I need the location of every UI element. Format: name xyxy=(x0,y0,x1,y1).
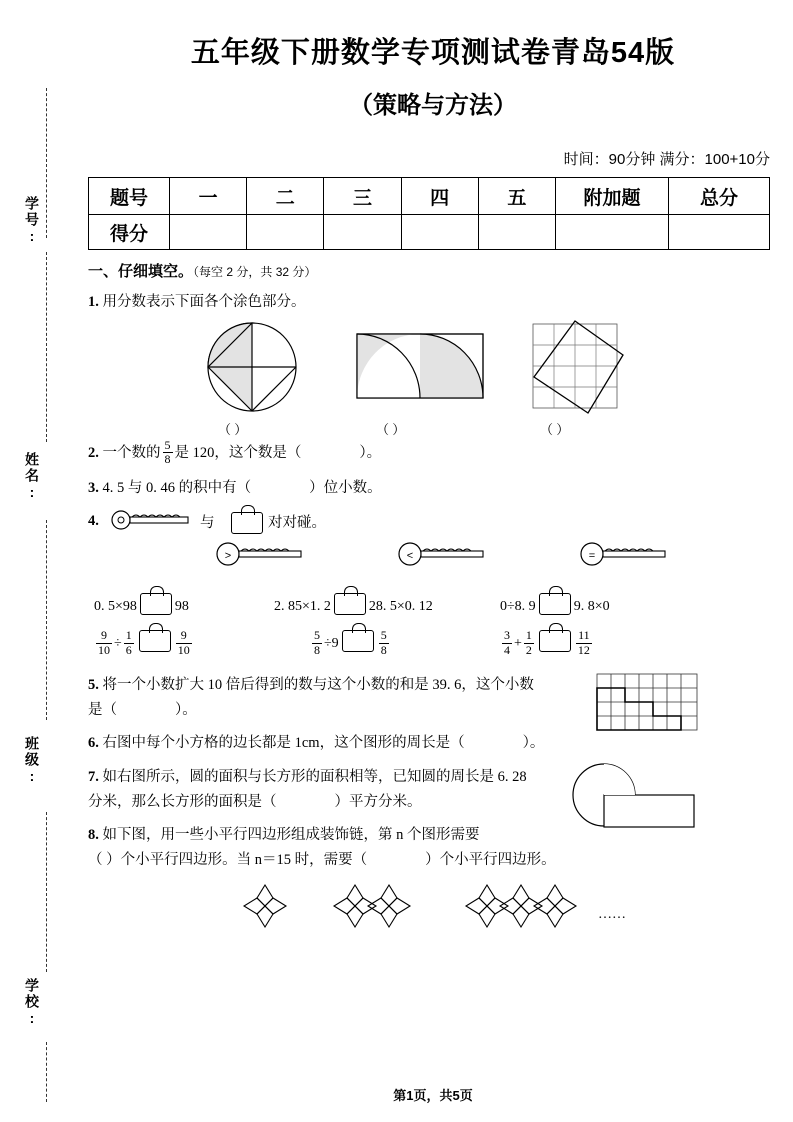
question-1-label-1: （ ） xyxy=(218,421,248,437)
fraction-denominator: 10 xyxy=(98,642,110,657)
fraction-denominator: 8 xyxy=(314,642,320,657)
question-7-line-2-pre: 分米，那么长方形的面积是（ xyxy=(88,793,277,810)
page-footer: 第1页，共5页 xyxy=(393,1088,473,1103)
fraction xyxy=(124,629,134,657)
grid-tilted-square-figure xyxy=(528,319,626,417)
circle-fraction-figure xyxy=(206,321,298,413)
question-5-block xyxy=(88,673,778,722)
lock-icon[interactable] xyxy=(140,593,172,615)
score-table-cell: 二 xyxy=(247,178,324,215)
question-2-number: 2. xyxy=(88,444,99,461)
fraction xyxy=(576,629,592,657)
margin-label-student-id: 学号: xyxy=(24,196,40,246)
question-4-number: 4. xyxy=(88,513,99,530)
operator: ÷ xyxy=(114,636,122,651)
dash-divider-1 xyxy=(46,88,47,238)
compare-right: 9. 8×0 xyxy=(573,599,610,615)
question-4-text-post: 对对碰。 xyxy=(268,515,326,532)
question-5-line-2-pre: 是（ xyxy=(88,701,117,718)
question-2 xyxy=(88,439,778,467)
margin-label-school: 学校: xyxy=(24,978,40,1028)
score-table-cell: 总分 xyxy=(669,178,770,215)
question-5-line-2-post: ）。 xyxy=(175,701,197,718)
score-table-header-row xyxy=(89,178,770,215)
lock-icon[interactable] xyxy=(342,630,374,652)
fraction xyxy=(502,629,512,657)
question-1-label-2: （ ） xyxy=(376,421,406,437)
question-2-text-post: ）。 xyxy=(359,444,382,461)
fraction-numerator: 11 xyxy=(576,629,592,643)
lock-icon[interactable] xyxy=(539,630,571,652)
fraction-numerator: 5 xyxy=(380,628,387,643)
fraction-denominator: 8 xyxy=(164,452,171,467)
fraction xyxy=(379,629,389,657)
question-1-text: 用分数表示下面各个涂色部分。 xyxy=(102,294,306,310)
question-1-label-3: （ ） xyxy=(540,421,570,437)
fraction-numerator: 1 xyxy=(525,628,532,643)
key-icon-eq xyxy=(580,541,670,567)
dash-divider-2 xyxy=(46,252,47,442)
fraction-denominator: 4 xyxy=(504,642,510,657)
score-table-cell: 一 xyxy=(170,178,247,215)
question-2-text-mid: 是 120，这个数是（ xyxy=(174,444,302,461)
score-table-cell: 四 xyxy=(401,178,478,215)
pattern-figure-1 xyxy=(236,881,294,931)
question-5 xyxy=(88,673,588,722)
operator: + xyxy=(514,636,522,651)
svg-text:>: > xyxy=(224,550,232,563)
left-margin xyxy=(0,0,62,1122)
lock-icon[interactable] xyxy=(334,593,366,615)
question-3-text-pre: 4. 5 与 0. 46 的积中有（ xyxy=(102,479,252,496)
score-table-cell-blank[interactable] xyxy=(401,215,478,250)
compare-right: 28. 5×0. 12 xyxy=(368,599,433,615)
score-table-cell-blank[interactable] xyxy=(669,215,770,250)
question-8-line-2-a: （ ）个小平行四边形。当 n＝15 时，需要（ xyxy=(88,852,368,868)
compare-frac-item-2 xyxy=(310,629,391,657)
question-3-number: 3. xyxy=(88,479,99,496)
fraction-denominator: 8 xyxy=(380,642,387,657)
key-icon-gt xyxy=(216,541,306,567)
question-7-line-1: 如右图所示，圆的面积与长方形的面积相等，已知圆的周长是 6. 28 xyxy=(102,769,527,786)
section-1-title: 一、仔细填空。 xyxy=(88,263,194,280)
score-table-score-row xyxy=(89,215,770,250)
question-4-fraction-row xyxy=(88,627,778,669)
fraction-numerator: 9 xyxy=(176,629,192,643)
lock-icon[interactable] xyxy=(539,593,571,615)
circle-rectangle-figure xyxy=(566,763,700,831)
question-6 xyxy=(88,731,608,756)
fraction-numerator: 9 xyxy=(96,629,112,643)
question-5-line-1: 将一个小数扩大 10 倍后得到的数与这个小数的和是 39. 6，这个小数 xyxy=(102,677,534,694)
fraction-denominator: 6 xyxy=(125,642,132,657)
step-shape-figure xyxy=(596,673,700,733)
question-8-line-1: 如下图，用一些小平行四边形组成装饰链，第 n 个图形需要 xyxy=(102,827,480,844)
fraction-denominator: 10 xyxy=(177,642,190,657)
lock-icon xyxy=(231,512,263,534)
question-1-figures xyxy=(88,319,778,437)
question-1-number: 1. xyxy=(88,294,99,310)
pattern-figure-2 xyxy=(326,881,438,931)
score-table-cell-blank[interactable] xyxy=(478,215,555,250)
score-table-cell: 得分 xyxy=(89,215,170,250)
pattern-figure-3 xyxy=(458,881,608,931)
question-4-decimal-row xyxy=(88,589,778,627)
score-table-cell: 附加题 xyxy=(556,178,669,215)
svg-text:=: = xyxy=(588,550,596,563)
question-7-number: 7. xyxy=(88,769,99,786)
question-4 xyxy=(88,509,778,535)
question-3 xyxy=(88,476,778,501)
compare-frac-item-1 xyxy=(94,629,194,657)
question-6-number: 6. xyxy=(88,735,99,752)
question-2-text-pre: 一个数的 xyxy=(102,444,161,461)
question-1 xyxy=(88,290,778,315)
page-title: 五年级下册数学专项测试卷青岛54版 xyxy=(190,37,676,69)
dash-divider-5 xyxy=(46,1042,47,1102)
compare-item-1 xyxy=(94,593,189,615)
fraction xyxy=(176,629,192,657)
compare-right: 98 xyxy=(174,599,189,615)
compare-frac-item-3 xyxy=(500,629,594,657)
key-icon-lt xyxy=(398,541,488,567)
fraction-numerator: 1 xyxy=(125,628,132,643)
score-table-cell: 三 xyxy=(324,178,401,215)
page-content xyxy=(88,0,778,1122)
exam-info: 时间：90分钟 满分：100+10分 xyxy=(563,151,770,168)
score-table-cell-blank[interactable] xyxy=(170,215,247,250)
score-table-cell: 题号 xyxy=(89,178,170,215)
svg-text:<: < xyxy=(406,550,414,563)
score-table-cell-blank[interactable] xyxy=(247,215,324,250)
question-4-text-pre: 与 xyxy=(200,515,215,532)
question-7 xyxy=(88,765,558,814)
question-8-ellipsis: …… xyxy=(598,906,626,922)
compare-item-2 xyxy=(274,593,433,615)
lock-icon[interactable] xyxy=(139,630,171,652)
score-table-cell-blank[interactable] xyxy=(324,215,401,250)
question-8-number: 8. xyxy=(88,827,99,844)
fraction-denominator: 2 xyxy=(525,642,532,657)
rectangle-arcs-figure xyxy=(356,333,484,399)
question-6-text-post: ）。 xyxy=(522,735,545,752)
question-7-line-2-post: ）平方分米。 xyxy=(334,793,422,810)
fraction xyxy=(312,629,322,657)
key-icon xyxy=(110,509,194,531)
question-5-number: 5. xyxy=(88,677,99,694)
question-4-sign-row xyxy=(88,541,778,589)
score-table-cell: 五 xyxy=(478,178,555,215)
compare-left: 0÷8. 9 xyxy=(500,599,536,615)
dash-divider-3 xyxy=(46,520,47,720)
fraction-numerator: 3 xyxy=(504,628,510,643)
operator: ÷9 xyxy=(324,636,339,651)
page-subtitle: （策略与方法） xyxy=(349,92,517,119)
section-1-heading xyxy=(88,260,778,281)
compare-item-3 xyxy=(500,593,610,615)
question-2-fraction xyxy=(163,439,173,467)
score-table xyxy=(88,177,770,250)
question-8-line-2-b: ）个小平行四边形。 xyxy=(425,852,556,868)
question-7-block xyxy=(88,765,778,814)
question-8-figures xyxy=(88,881,778,937)
fraction xyxy=(96,629,112,657)
dash-divider-4 xyxy=(46,812,47,972)
compare-left: 0. 5×98 xyxy=(94,599,137,615)
fraction-numerator: 5 xyxy=(314,628,320,643)
question-3-text-post: ）位小数。 xyxy=(309,479,382,496)
compare-left: 2. 85×1. 2 xyxy=(274,599,331,615)
fraction-denominator: 12 xyxy=(577,642,590,657)
margin-label-name: 姓名: xyxy=(24,452,40,502)
question-6-text-pre: 右图中每个小方格的边长都是 1cm，这个图形的周长是（ xyxy=(102,735,465,752)
fraction xyxy=(524,629,534,657)
score-table-cell-blank[interactable] xyxy=(556,215,669,250)
section-1-note: （每空 2 分，共 32 分） xyxy=(193,265,317,279)
fraction-numerator: 5 xyxy=(164,437,171,452)
margin-label-class: 班级: xyxy=(24,736,40,786)
